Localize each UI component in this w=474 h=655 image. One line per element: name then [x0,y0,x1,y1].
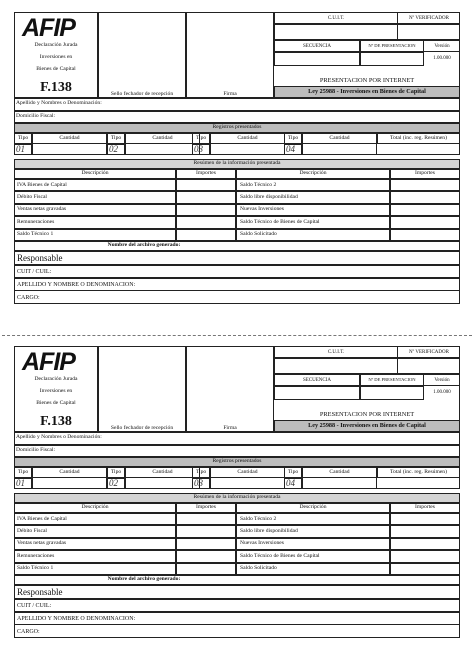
cuit-cuil-label: CUIT / CUIL: [17,269,52,275]
presentacion-internet: PRESENTACION POR INTERNET [319,77,415,84]
resumen-title: Resúmen de la información presentada [193,494,281,500]
nro-presentacion-label: Nº DE PRESENTACION [368,377,416,382]
domicilio-label: Domicilio Fiscal: [16,447,55,453]
firma-label: Firma [223,91,237,97]
cuit-cuil-label: CUIT / CUIL: [17,603,52,609]
cantidad-label: Cantidad [59,469,80,475]
tipo-value: 03 [194,478,203,488]
form-number: F.138 [40,414,72,429]
secuencia-value [274,52,360,66]
resumen-right-item: Saldo Técnico 2 [240,181,277,188]
nro-verificador-label: Nº VERIFICADOR [409,16,449,21]
registros-title: Registros presentados [212,458,262,464]
apellido-upper-label: APELLIDO Y NOMBRE O DENOMINACION: [17,616,136,622]
resumen-left-item: Saldo Técnico 1 [17,231,54,238]
resumen-title: Resúmen de la información presentada [193,160,281,166]
cut-line [2,335,472,336]
tipo-value: 02 [109,478,118,488]
tipo-value: 03 [194,144,203,154]
firma-block [186,12,274,98]
resumen-left-item: Débito Fiscal [17,527,47,534]
apellido-label: Apellido y Nombres o Denominación: [16,434,102,440]
declaracion-line-3: Bienes de Capital [36,66,76,72]
apellido-upper-label: APELLIDO Y NOMBRE O DENOMINACION: [17,282,136,288]
presentacion-value [360,52,424,66]
version-value: 1.00.000 [433,56,451,61]
resumen-left-item: IVA Bienes de Capital [17,515,67,522]
tipo-label: Tipo [110,469,122,475]
resumen-left-item: IVA Bienes de Capital [17,181,67,188]
cantidad-label: Cantidad [152,469,173,475]
presentacion-internet: PRESENTACION POR INTERNET [319,411,415,418]
declaracion-line-1: Declaración Jurada [34,376,78,382]
resumen-right-item: Saldo Solicitado [240,565,277,572]
registros-title: Registros presentados [212,124,262,130]
cantidad-label: Cantidad [237,135,258,141]
importes-header-left: Importes [196,170,216,176]
declaracion-line-2: Inversiones en [39,54,73,60]
declaracion-line-1: Declaración Jurada [34,42,78,48]
secuencia-label: SECUENCIA [302,44,332,49]
descripcion-header-right: Descripción [299,504,327,510]
resumen-row [14,179,460,191]
cuit-value-cell [274,358,398,374]
cantidad-label: Cantidad [329,469,350,475]
tipo-value: 01 [16,478,25,488]
version-label: Versión [434,44,450,49]
sello-label: Sello fechador de recepción [110,425,174,431]
declaracion-line-2: Inversiones en [39,388,73,394]
tipo-label: Tipo [287,469,299,475]
importes-header-right: Importes [415,504,435,510]
tipo-value: 04 [286,478,295,488]
declaracion-line-3: Bienes de Capital [36,400,76,406]
cuit-label: C.U.I.T. [327,350,345,355]
resumen-left-item: Débito Fiscal [17,193,47,200]
resumen-right-item: Saldo libre disponibilidad [240,527,298,534]
nro-presentacion-label: Nº DE PRESENTACION [368,43,416,48]
responsable-title: Responsable [17,587,63,597]
tipo-label: Tipo [17,469,29,475]
secuencia-label: SECUENCIA [302,378,332,383]
total-label: Total (inc. reg. Resúmen) [390,469,447,475]
archivo-label: Nombre del archivo generado: [107,242,181,248]
domicilio-row [14,111,460,123]
resumen-right-item: Saldo Técnico de Bienes de Capital [240,218,320,225]
sello-block [98,346,186,432]
descripcion-header-left: Descripción [81,504,109,510]
afip-logo: AFIP [22,14,75,42]
afip-form-f138 [14,346,460,638]
tipo-value: 01 [16,144,25,154]
resumen-right-item: Nuevas Inversiones [240,540,284,547]
descripcion-header-left: Descripción [81,170,109,176]
cuit-value-cell [274,24,398,40]
afip-form-f138 [14,12,460,304]
tipo-label: Tipo [195,135,207,141]
domicilio-row [14,445,460,457]
resumen-row [14,525,460,537]
resumen-right-item: Saldo libre disponibilidad [240,193,298,200]
presentacion-value [360,386,424,400]
cuit-label: C.U.I.T. [327,16,345,21]
resumen-right-item: Saldo Técnico 2 [240,515,277,522]
resumen-row [14,563,460,575]
secuencia-value [274,386,360,400]
resumen-left-item: Ventas netas gravadas [17,206,67,213]
ley-title: Ley 25988 - Inversiones en Bienes de Capital [308,422,426,429]
afip-logo: AFIP [22,348,75,376]
tipo-label: Tipo [287,135,299,141]
cuit-cuil-row [14,265,460,278]
tipo-value: 02 [109,144,118,154]
tipo-label: Tipo [110,135,122,141]
tipo-label: Tipo [195,469,207,475]
tipo-value: 04 [286,144,295,154]
importes-header-left: Importes [196,504,216,510]
sello-label: Sello fechador de recepción [110,91,174,97]
resumen-row [14,216,460,228]
cargo-label: CARGO: [17,629,40,635]
version-value: 1.00.000 [433,390,451,395]
resumen-right-item: Saldo Solicitado [240,231,277,238]
firma-block [186,346,274,432]
firma-label: Firma [223,425,237,431]
responsable-title-row [14,585,460,599]
resumen-right-item: Nuevas Inversiones [240,206,284,213]
cantidad-label: Cantidad [152,135,173,141]
nro-verificador-label: Nº VERIFICADOR [409,350,449,355]
cantidad-label: Cantidad [237,469,258,475]
responsable-title: Responsable [17,253,63,263]
resumen-row [14,550,460,562]
ley-title: Ley 25988 - Inversiones en Bienes de Capital [308,88,426,95]
descripcion-header-right: Descripción [299,170,327,176]
resumen-right-item: Saldo Técnico de Bienes de Capital [240,552,320,559]
resumen-row [14,191,460,203]
resumen-row [14,538,460,550]
apellido-label: Apellido y Nombres o Denominación: [16,100,102,106]
cantidad-label: Cantidad [59,135,80,141]
cantidad-label: Cantidad [329,135,350,141]
version-label: Versión [434,378,450,383]
resumen-left-item: Remuneraciones [17,218,55,225]
cargo-label: CARGO: [17,295,40,301]
archivo-label: Nombre del archivo generado: [107,576,181,582]
cuit-cuil-row [14,599,460,612]
domicilio-label: Domicilio Fiscal: [16,113,55,119]
tipo-label: Tipo [17,135,29,141]
importes-header-right: Importes [415,170,435,176]
resumen-left-item: Saldo Técnico 1 [17,565,54,572]
form-number: F.138 [40,80,72,95]
sello-block [98,12,186,98]
total-label: Total (inc. reg. Resúmen) [390,135,447,141]
resumen-left-item: Remuneraciones [17,552,55,559]
resumen-row [14,513,460,525]
resumen-left-item: Ventas netas gravadas [17,540,67,547]
resumen-row [14,229,460,241]
responsable-title-row [14,251,460,265]
resumen-row [14,204,460,216]
